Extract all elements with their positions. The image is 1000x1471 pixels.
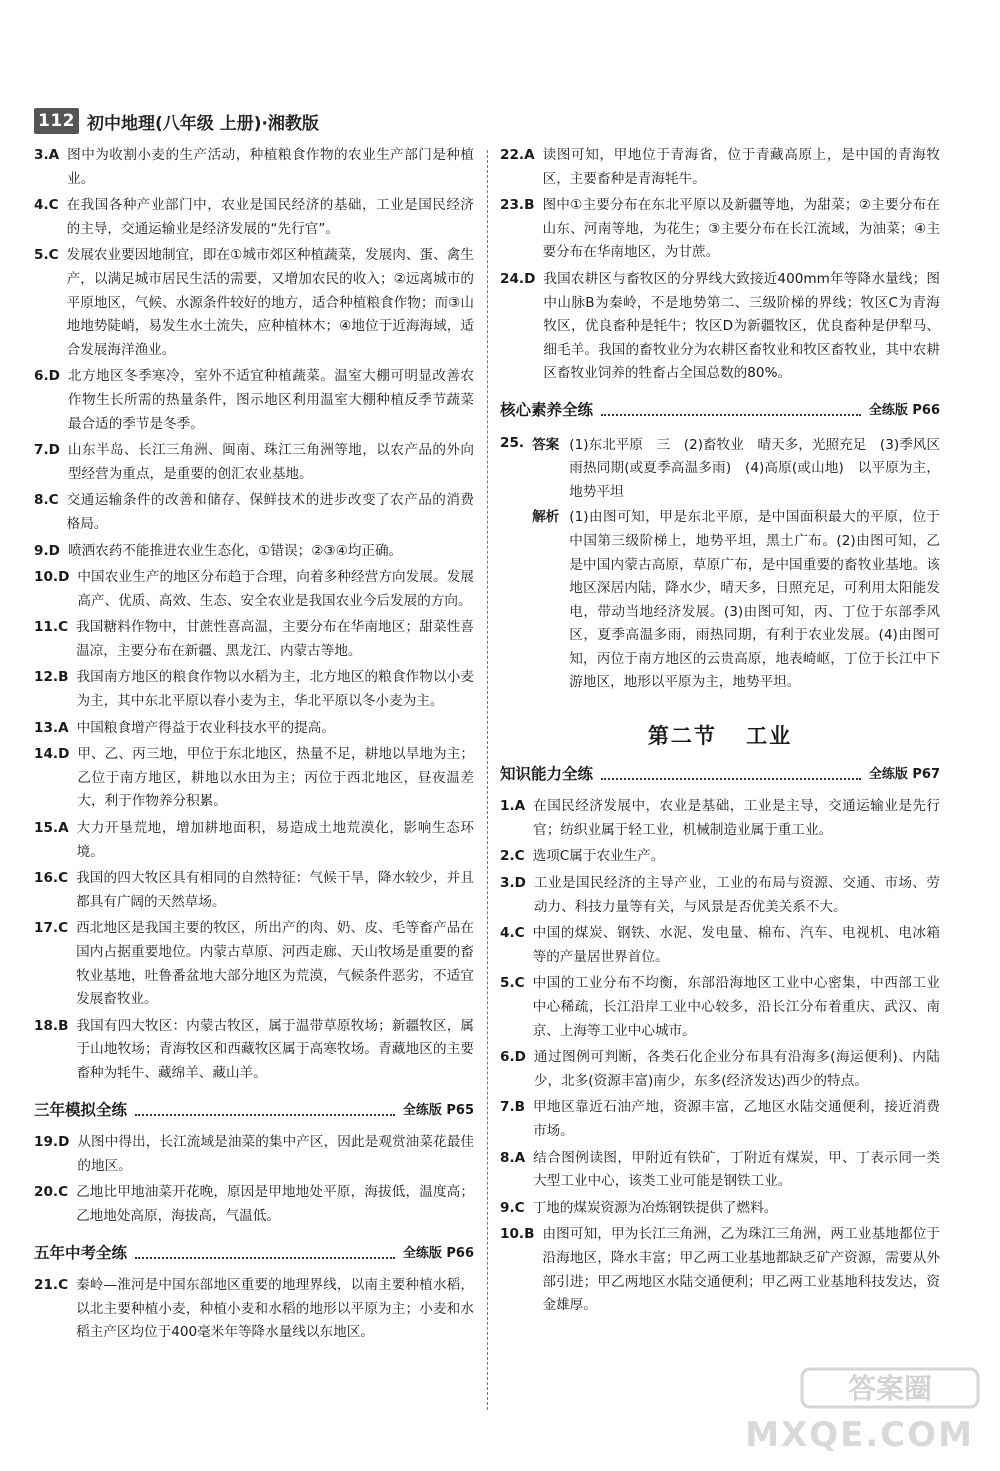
section-header-sanian [34, 1099, 474, 1123]
answer-text: 中国的工业分布不均衡，东部沿海地区工业中心密集，中西部工业中心稀疏，长江沿岸工业中心较多，沿长江分布着重庆、武汉、南京、上海等工业中心城市。 [532, 975, 940, 1039]
answer-item [34, 244, 474, 362]
analysis-text: (1)由图可知，甲是东北平原，是中国面积最大的平原，位于中国第三级阶梯上，地势平坦，黑土广布。(2)由图可知，乙是中国内蒙古高原，草原广布，是中国重要的畜牧业基地。该地区深居内陆，降水少，晴天多，日照充足，可利用太阳能发电，带动当地经济发展。(3)由图可知，丙、丁位于东部季风区，夏季高温多雨，雨热同期，有利于农业发展。(4)由图可知，丙位于南方地区的云贵高原，地表崎岖，丁位于长江中下游地区，地形以平原为主，地势平坦。 [569, 509, 940, 691]
answer-text: 图中①主要分布在东北平原以及新疆等地，为甜菜；②主要分布在山东、河南等地，为花生；③主要分布在长江流域，为油菜；④主要分布在华南地区，为甘蔗。 [542, 197, 940, 261]
answer-item [34, 489, 474, 536]
answer-item [500, 922, 940, 969]
right-column [500, 144, 954, 1321]
chapter-section-name: 工业 [746, 724, 793, 749]
question-number: 6.D [34, 368, 60, 385]
question-number: 7.B [500, 1099, 525, 1116]
question-number: 13.A [34, 719, 69, 736]
watermark-logo-icon [800, 1365, 980, 1411]
question-number: 8.C [34, 492, 59, 509]
analysis-block [532, 506, 940, 695]
answer-text: (1)东北平原 三 (2)畜牧业 晴天多，光照充足 (3)季风区 雨热同期(或夏季高温多雨) (4)高原(或山地) 以平原为主，地势平坦 [569, 436, 954, 500]
answer-item [500, 972, 940, 1043]
answer-text: 工业是国民经济的主导产业，工业的布局与资源、交通、市场、劳动力、科技力量等有关，与风景是否优美关系不大。 [533, 875, 940, 915]
answer-text: 秦岭—淮河是中国东部地区重要的地理界线，以南主要种植水稻，以北主要种植小麦，种植小麦和水稻的地形以平原为主；小麦和水稻主产区均位于400毫米年等降水量线以东地区。 [76, 1277, 474, 1341]
section-header-wunian [34, 1242, 474, 1266]
chapter-section-number: 第二节 [647, 724, 717, 749]
answer-text: 山东半岛、长江三角洲、闽南、珠江三角洲等地，以农产品的外向型经营为重点，是重要的创汇农业基地。 [67, 442, 474, 482]
answer-body [532, 432, 954, 696]
watermark-logo-text: 答案圈 [847, 1372, 933, 1405]
section-header-zhishi [500, 763, 940, 787]
section-page-ref: 全练版 P67 [868, 766, 940, 782]
watermark-url: MXQE.COM [745, 1415, 974, 1455]
answer-item [500, 1147, 940, 1194]
question-number: 5.C [34, 247, 59, 264]
answer-text: 在国民经济发展中，农业是基础，工业是主导，交通运输业是先行官；纺织业属于轻工业，机械制造业属于重工业。 [533, 798, 940, 838]
answer-item [34, 194, 474, 241]
answer-text: 西北地区是我国主要的牧区，所出产的肉、奶、皮、毛等畜产品在国内占据重要地位。内蒙古草原、河西走廊、天山牧场是重要的畜牧业基地，吐鲁番盆地大部分地区为荒漠，气候条件恶劣，不适宜发展畜牧业。 [76, 920, 474, 1008]
question-number: 25. [500, 434, 525, 451]
section-title: 三年模拟全练 [34, 1100, 128, 1119]
answer-text: 甲、乙、丙三地，甲位于东北地区，热量不足，耕地以旱地为主；乙位于南方地区，耕地以水田为主；丙位于西北地区，昼夜温差大，利于作物养分积累。 [77, 746, 474, 810]
question-number: 17.C [34, 920, 69, 937]
answer-list [34, 1274, 474, 1345]
answer-item [34, 365, 474, 436]
question-number: 10.B [500, 1226, 535, 1243]
answer-text: 我国南方地区的粮食作物以水稻为主，北方地区的粮食作物以小麦为主，其中东北平原以春小麦为主，华北平原以冬小麦为主。 [76, 669, 474, 710]
question-number: 6.D [500, 1049, 526, 1066]
answer-text: 由图可知，甲为长江三角洲，乙为珠江三角洲，两工业基地都位于沿海地区，降水丰富；甲乙两工业基地都缺乏矿产资源，需要从外部引进；甲乙两地区水陆交通便利；甲乙两工业基地科技发达，资金雄厚。 [542, 1226, 940, 1314]
answer-label: 答案 [532, 436, 560, 453]
answer-text: 我国有四大牧区：内蒙古牧区，属于温带草原牧场；新疆牧区，属于山地牧场；青海牧区和西藏牧区属于高寒牧场。青藏地区的主要畜种为牦牛、藏绵羊、藏山羊。 [76, 1017, 474, 1081]
answer-item [500, 795, 940, 842]
question-number: 4.C [34, 197, 59, 214]
question-number: 19.D [34, 1134, 70, 1151]
answer-text: 发展农业要因地制宜，即在①城市郊区种植蔬菜，发展肉、蛋、禽生产，以满足城市居民生活的需要，又增加农民的收入；②远离城市的平原地区，气候、水源条件较好的地方，适合种植粮食作物；而③山地地势陡峭，易发生水土流失，应种植林木；④地位于近海海域，适合发展海洋渔业。 [66, 247, 474, 358]
answer-list [34, 144, 474, 1086]
answer-item [34, 1274, 474, 1345]
answer-text: 我国农耕区与畜牧区的分界线大致接近400mm年等降水量线；图中山脉B为秦岭，不是地势第二、三级阶梯的界线；牧区C为青海牧区，优良畜种是牦牛；牧区D为新疆牧区，优良畜种是伊犁马、细毛羊。我国的畜牧业分为农耕区畜牧业和牧区畜牧业，其中农耕区畜牧业饲养的牲畜占全国总数的80%。 [543, 270, 940, 382]
question-number: 16.C [34, 870, 69, 887]
answer-item [500, 268, 940, 386]
section-page-ref: 全练版 P65 [402, 1102, 474, 1118]
answer-text: 中国的煤炭、钢铁、水泥、发电量、棉布、汽车、电视机、电冰箱等的产量居世界首位。 [532, 925, 940, 965]
section-page-ref: 全练版 P66 [402, 1245, 474, 1261]
answer-item [34, 144, 474, 191]
question-number: 11.C [34, 619, 69, 636]
answer-text: 选项C属于农业生产。 [532, 848, 665, 865]
dotted-leader [135, 1256, 395, 1259]
answer-item [34, 867, 474, 914]
question-number: 20.C [34, 1184, 69, 1201]
question-number: 24.D [500, 270, 536, 287]
section-title: 核心素养全练 [500, 400, 594, 419]
answer-item [500, 144, 940, 191]
question-number: 5.C [500, 975, 525, 992]
question-number: 15.A [34, 820, 69, 837]
answer-text: 乙地比甲地油菜开花晚，原因是甲地地处平原，海拔低，温度高；乙地地处高原，海拔高，气温低。 [76, 1184, 474, 1224]
answer-item [34, 817, 474, 864]
answer-text: 图中为收割小麦的生产活动，种植粮食作物的农业生产部门是种植业。 [67, 147, 474, 187]
question-number: 4.C [500, 925, 525, 942]
answer-text: 交通运输条件的改善和储存、保鲜技术的进步改变了农产品的消费格局。 [66, 492, 474, 532]
answer-block [532, 434, 954, 505]
dotted-leader [601, 413, 861, 416]
answer-item [500, 194, 940, 265]
answer-text: 从图中得出，长江流域是油菜的集中产区，因此是观赏油菜花最佳的地区。 [77, 1134, 474, 1174]
question-number: 10.D [34, 569, 70, 586]
answer-text: 甲地区靠近石油产地，资源丰富，乙地区水陆交通便利，接近消费市场。 [532, 1099, 940, 1139]
question-number: 1.A [500, 798, 526, 815]
question-number: 14.D [34, 746, 70, 763]
section-header-hexin [500, 399, 940, 423]
answer-text: 中国粮食增产得益于农业科技水平的提高。 [76, 719, 335, 736]
answer-item [34, 616, 474, 663]
question-number: 22.A [500, 147, 535, 163]
section-page-ref: 全练版 P66 [868, 402, 940, 418]
answer-text: 我国的四大牧区具有相同的自然特征：气候干旱，降水较少，并且都具有广阔的天然草场。 [76, 870, 474, 910]
answer-text: 读图可知，甲地位于青海省，位于青藏高原上，是中国的青海牧区，主要畜种是青海牦牛。 [542, 147, 940, 187]
section-title: 五年中考全练 [34, 1243, 128, 1262]
book-title: 初中地理(八年级 上册)·湘教版 [87, 113, 319, 134]
answer-item [500, 1197, 940, 1221]
answer-item [34, 717, 474, 741]
answer-item [34, 566, 474, 613]
question-number: 3.A [34, 147, 60, 163]
analysis-label: 解析 [532, 509, 560, 526]
answer-item [34, 666, 474, 713]
question-number: 8.A [500, 1149, 526, 1166]
answer-item-25 [500, 432, 954, 696]
column-divider [487, 150, 488, 1410]
answer-item [34, 540, 474, 564]
answer-list [34, 1131, 474, 1228]
answer-text: 通过图例可判断，各类石化企业分布具有沿海多(海运便利)、内陆少，北多(资源丰富)南少，东多(经济发达)西少的特点。 [533, 1049, 940, 1089]
answer-item [500, 845, 940, 869]
left-column [34, 144, 474, 1348]
chapter-title [500, 725, 940, 749]
dotted-leader [601, 777, 861, 780]
answer-text: 大力开垦荒地，增加耕地面积，易造成土地荒漠化，影响生态环境。 [76, 820, 474, 860]
answer-text: 中国农业生产的地区分布趋于合理，向着多种经营方向发展。发展高产、优质、高效、生态、安全农业是我国农业今后发展的方向。 [77, 569, 474, 609]
question-number: 9.C [500, 1199, 525, 1216]
answer-text: 喷洒农药不能推进农业生态化，①错误；②③④均正确。 [67, 542, 403, 559]
answer-item [500, 1223, 940, 1317]
answer-item [34, 1181, 474, 1228]
answer-item [500, 872, 940, 919]
answer-text: 我国糖料作物中，甘蔗性喜高温，主要分布在华南地区；甜菜性喜温凉，主要分布在新疆、黑龙江、内蒙古等地。 [76, 619, 474, 659]
answer-text: 丁地的煤炭资源为冶炼钢铁提供了燃料。 [532, 1199, 778, 1216]
answer-item [500, 1096, 940, 1143]
page-number: 112 [34, 108, 79, 134]
answer-item [34, 917, 474, 1011]
answer-text: 结合图例读图，甲附近有铁矿，丁附近有煤炭，甲、丁表示同一类大型工业中心，该类工业可能是钢铁工业。 [533, 1149, 940, 1190]
answer-text: 在我国各种产业部门中，农业是国民经济的基础，工业是国民经济的主导，交通运输业是经济发展的“先行官”。 [66, 197, 474, 237]
question-number: 2.C [500, 848, 525, 865]
page-header [34, 104, 319, 138]
question-number: 3.D [500, 875, 526, 892]
answer-item [34, 1131, 474, 1178]
answer-text: 北方地区冬季寒冷，室外不适宜种植蔬菜。温室大棚可明显改善农作物生长所需的热量条件，图示地区利用温室大棚种植反季节蔬菜最合适的季节是冬季。 [67, 368, 474, 432]
answer-item [500, 1046, 940, 1093]
answer-item [34, 743, 474, 814]
answer-item [34, 1015, 474, 1086]
question-number: 18.B [34, 1017, 69, 1034]
answer-list [500, 144, 940, 386]
question-number: 12.B [34, 669, 69, 686]
question-number: 9.D [34, 542, 60, 559]
answer-item [34, 439, 474, 486]
dotted-leader [135, 1113, 395, 1116]
question-number: 21.C [34, 1277, 69, 1294]
answer-list [500, 795, 940, 1317]
section-title: 知识能力全练 [500, 764, 594, 783]
question-number: 7.D [34, 442, 60, 459]
question-number: 23.B [500, 197, 535, 214]
